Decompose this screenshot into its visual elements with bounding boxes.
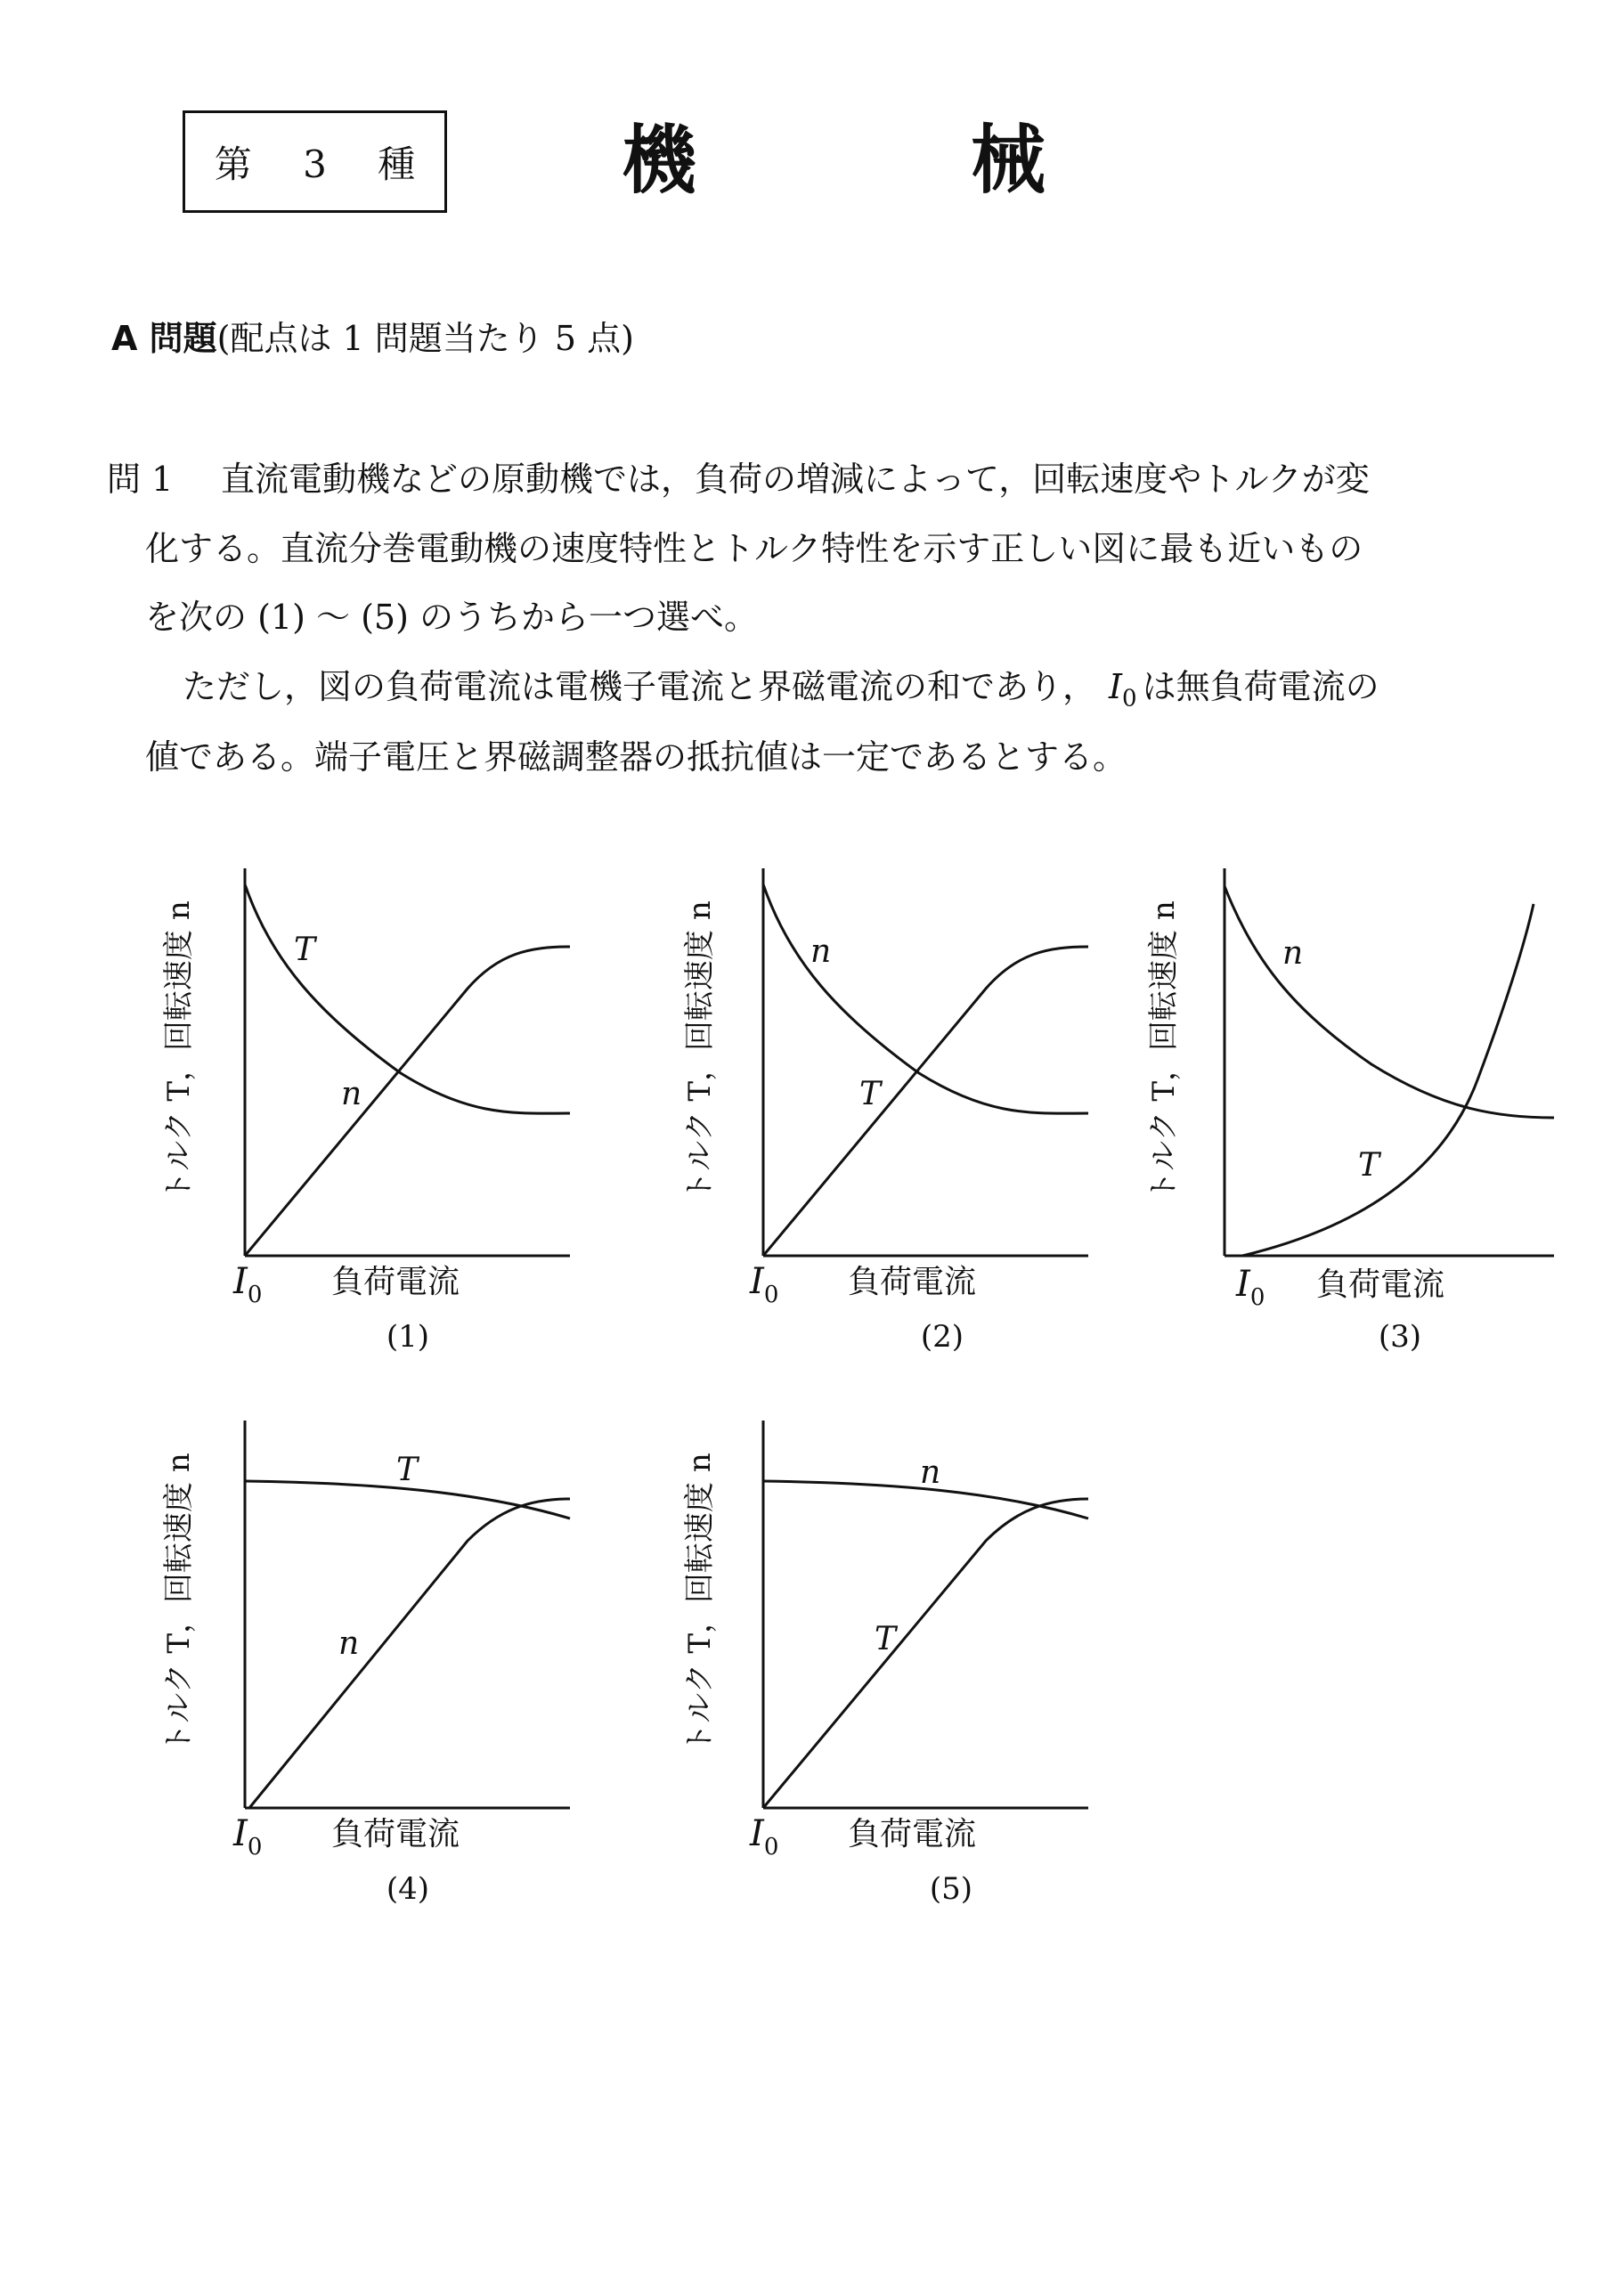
question-line-3: を次の (1) ～ (5) のうちから一つ選べ。 — [145, 598, 758, 637]
note-symbol-sub: 0 — [1122, 685, 1137, 712]
graph-2-upper-curve — [763, 884, 1088, 1113]
graph-1-rising-curve — [245, 947, 570, 1256]
option-number-1: (1) — [386, 1319, 430, 1355]
graph-2-y-label: トルク T，回転速度 n — [682, 900, 718, 1201]
grade-label: 第 3 種 — [214, 142, 435, 186]
graph-5-upper-label: n — [920, 1454, 941, 1491]
graph-3-upper-label: n — [1282, 935, 1304, 972]
graph-4-x-label: 負荷電流 — [331, 1816, 460, 1852]
graph-5-origin-label: $I_0$ — [750, 1813, 779, 1860]
graph-1-upper-label: T — [294, 932, 316, 968]
graph-3-origin-label: $I_0$ — [1236, 1264, 1265, 1311]
graph-2-rising-curve — [763, 947, 1088, 1256]
graph-1-y-label: トルク T，回転速度 n — [161, 900, 197, 1201]
subject-char-2: 械 — [971, 117, 1046, 204]
question-note-line-2: 値である。端子電圧と界磁調整器の抵抗値は一定であるとする。 — [145, 737, 1127, 777]
graph-2-origin-label: $I_0$ — [750, 1261, 779, 1308]
graph-4-rising-label: n — [338, 1625, 360, 1662]
question-line-2: 化する。直流分巻電動機の速度特性とトルク特性を示す正しい図に最も近いもの — [145, 529, 1363, 568]
option-number-5: (5) — [929, 1871, 973, 1907]
graph-3-rising-label: T — [1358, 1147, 1380, 1184]
graph-3-y-label: トルク T，回転速度 n — [1146, 900, 1182, 1201]
note-text-before: ただし，図の負荷電流は電機子電流と界磁電流の和であり， — [183, 667, 1097, 706]
option-number-4: (4) — [386, 1871, 430, 1907]
option-number-3: (3) — [1378, 1319, 1422, 1355]
section-note: (配点は 1 問題当たり 5 点) — [216, 319, 634, 358]
graph-1-rising-label: n — [341, 1076, 362, 1112]
graph-5-rising-curve — [763, 1499, 1088, 1808]
graph-5-y-label: トルク T，回転速度 n — [682, 1453, 718, 1754]
graph-2-upper-label: n — [810, 933, 832, 970]
graph-2-rising-label: T — [859, 1076, 882, 1112]
graph-4-upper-label: T — [396, 1452, 419, 1488]
note-symbol: I — [1109, 667, 1123, 706]
subject-char-1: 機 — [622, 117, 697, 204]
graph-4-y-label: トルク T，回転速度 n — [161, 1453, 197, 1754]
graph-3-axes — [1225, 868, 1554, 1256]
note-text-after: は無負荷電流の — [1142, 667, 1379, 706]
graph-4-rising-curve — [249, 1499, 570, 1808]
question-text-1: 直流電動機などの原動機では，負荷の増減によって，回転速度やトルクが変 — [221, 460, 1370, 499]
graph-5-x-label: 負荷電流 — [848, 1816, 977, 1852]
question-number: 問 1 — [107, 460, 174, 499]
option-number-2: (2) — [920, 1319, 964, 1355]
graph-1-upper-curve — [245, 884, 570, 1113]
graph-1-x-label: 負荷電流 — [331, 1264, 460, 1300]
graph-5-rising-label: T — [875, 1621, 897, 1657]
graph-3-x-label: 負荷電流 — [1316, 1266, 1445, 1303]
graph-2-x-label: 負荷電流 — [848, 1264, 977, 1300]
graph-1-origin-label: $I_0$ — [233, 1261, 263, 1308]
graph-4-origin-label: $I_0$ — [233, 1813, 263, 1860]
section-label: A 問題 — [111, 319, 217, 358]
